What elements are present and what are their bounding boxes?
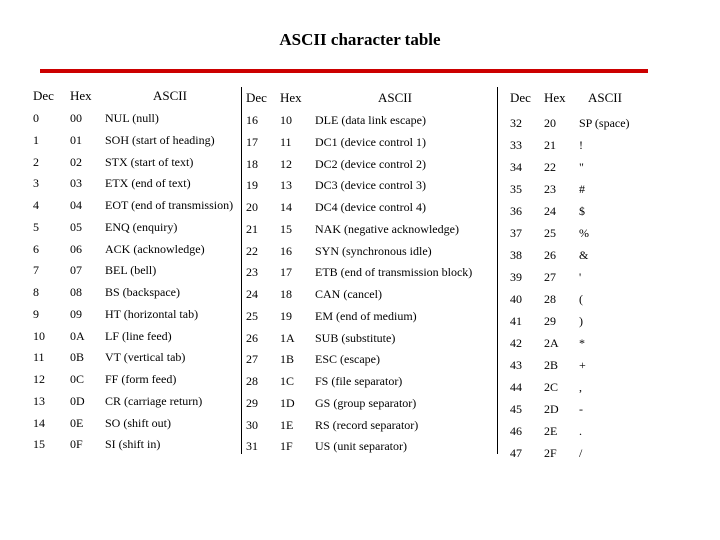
cell-ascii: GS (group separator) bbox=[315, 396, 417, 410]
cell-hex: 04 bbox=[70, 198, 82, 212]
header-hex: Hex bbox=[70, 88, 92, 103]
cell-hex: 17 bbox=[280, 265, 292, 279]
cell-ascii: ETB (end of transmission block) bbox=[315, 265, 473, 279]
cell-ascii: ( bbox=[579, 292, 583, 306]
cell-ascii: VT (vertical tab) bbox=[105, 350, 186, 364]
cell-hex: 2E bbox=[544, 424, 558, 438]
cell-hex: 22 bbox=[544, 160, 556, 174]
cell-ascii: ACK (acknowledge) bbox=[105, 242, 205, 256]
cell-hex: 26 bbox=[544, 248, 556, 262]
cell-dec: 19 bbox=[246, 178, 258, 192]
cell-dec: 16 bbox=[246, 113, 258, 127]
cell-hex: 24 bbox=[544, 204, 556, 218]
header-dec: Dec bbox=[246, 90, 267, 105]
cell-hex: 0B bbox=[70, 350, 85, 364]
cell-ascii: DC3 (device control 3) bbox=[315, 178, 426, 192]
cell-ascii: $ bbox=[579, 204, 585, 218]
cell-ascii: + bbox=[579, 358, 586, 372]
cell-hex: 2C bbox=[544, 380, 559, 394]
cell-dec: 33 bbox=[510, 138, 522, 152]
cell-hex: 12 bbox=[280, 157, 292, 171]
cell-dec: 30 bbox=[246, 418, 258, 432]
cell-dec: 43 bbox=[510, 358, 522, 372]
cell-hex: 1F bbox=[280, 439, 293, 453]
cell-dec: 1 bbox=[33, 133, 39, 147]
cell-hex: 2D bbox=[544, 402, 559, 416]
header-ascii: ASCII bbox=[378, 90, 412, 105]
cell-ascii: " bbox=[579, 160, 584, 174]
cell-dec: 37 bbox=[510, 226, 522, 240]
cell-hex: 28 bbox=[544, 292, 556, 306]
cell-dec: 20 bbox=[246, 200, 258, 214]
cell-ascii: BS (backspace) bbox=[105, 285, 180, 299]
cell-dec: 32 bbox=[510, 116, 522, 130]
cell-hex: 0A bbox=[70, 329, 85, 343]
cell-ascii: RS (record separator) bbox=[315, 418, 419, 432]
cell-ascii: FS (file separator) bbox=[315, 374, 403, 388]
cell-ascii: CAN (cancel) bbox=[315, 287, 382, 301]
cell-ascii: & bbox=[579, 248, 589, 262]
cell-ascii: , bbox=[579, 380, 582, 394]
cell-hex: 00 bbox=[70, 111, 82, 125]
cell-ascii: ! bbox=[579, 138, 583, 152]
cell-dec: 24 bbox=[246, 287, 258, 301]
cell-hex: 16 bbox=[280, 244, 292, 258]
cell-hex: 15 bbox=[280, 222, 292, 236]
cell-hex: 0C bbox=[70, 372, 85, 386]
cell-ascii: SUB (substitute) bbox=[315, 331, 396, 345]
cell-hex: 1D bbox=[280, 396, 295, 410]
cell-dec: 45 bbox=[510, 402, 522, 416]
cell-dec: 3 bbox=[33, 176, 39, 190]
cell-ascii: ETX (end of text) bbox=[105, 176, 191, 190]
cell-dec: 14 bbox=[33, 416, 45, 430]
cell-dec: 47 bbox=[510, 446, 522, 460]
cell-ascii: EM (end of medium) bbox=[315, 309, 417, 323]
header-ascii: ASCII bbox=[588, 90, 622, 105]
header-hex: Hex bbox=[544, 90, 566, 105]
cell-hex: 11 bbox=[280, 135, 292, 149]
cell-ascii: HT (horizontal tab) bbox=[105, 307, 199, 321]
cell-ascii: US (unit separator) bbox=[315, 439, 407, 453]
cell-ascii: - bbox=[579, 402, 583, 416]
cell-dec: 4 bbox=[33, 198, 39, 212]
cell-ascii: DC1 (device control 1) bbox=[315, 135, 426, 149]
cell-ascii: SI (shift in) bbox=[105, 437, 161, 451]
cell-ascii: # bbox=[579, 182, 585, 196]
cell-dec: 8 bbox=[33, 285, 39, 299]
cell-ascii: SOH (start of heading) bbox=[105, 133, 215, 147]
cell-dec: 31 bbox=[246, 439, 258, 453]
cell-ascii: NUL (null) bbox=[105, 111, 159, 125]
cell-ascii: * bbox=[579, 336, 585, 350]
cell-dec: 21 bbox=[246, 222, 258, 236]
cell-dec: 28 bbox=[246, 374, 258, 388]
cell-dec: 11 bbox=[33, 350, 45, 364]
cell-hex: 1A bbox=[280, 331, 295, 345]
cell-dec: 5 bbox=[33, 220, 39, 234]
cell-dec: 41 bbox=[510, 314, 522, 328]
cell-hex: 07 bbox=[70, 263, 82, 277]
cell-dec: 26 bbox=[246, 331, 258, 345]
cell-ascii: DC4 (device control 4) bbox=[315, 200, 426, 214]
cell-hex: 03 bbox=[70, 176, 82, 190]
cell-hex: 02 bbox=[70, 155, 82, 169]
cell-hex: 20 bbox=[544, 116, 556, 130]
header-ascii: ASCII bbox=[153, 88, 187, 103]
header-dec: Dec bbox=[33, 88, 54, 103]
cell-hex: 27 bbox=[544, 270, 556, 284]
cell-dec: 25 bbox=[246, 309, 258, 323]
cell-hex: 2B bbox=[544, 358, 559, 372]
cell-hex: 1B bbox=[280, 352, 295, 366]
cell-dec: 23 bbox=[246, 265, 258, 279]
cell-ascii: . bbox=[579, 424, 582, 438]
cell-hex: 06 bbox=[70, 242, 82, 256]
cell-hex: 08 bbox=[70, 285, 82, 299]
cell-hex: 2A bbox=[544, 336, 559, 350]
cell-ascii: NAK (negative acknowledge) bbox=[315, 222, 459, 236]
cell-hex: 0F bbox=[70, 437, 83, 451]
cell-hex: 1E bbox=[280, 418, 294, 432]
cell-ascii: / bbox=[579, 446, 583, 460]
cell-dec: 46 bbox=[510, 424, 522, 438]
cell-dec: 42 bbox=[510, 336, 522, 350]
cell-dec: 39 bbox=[510, 270, 522, 284]
cell-hex: 0D bbox=[70, 394, 85, 408]
cell-hex: 18 bbox=[280, 287, 292, 301]
cell-hex: 13 bbox=[280, 178, 292, 192]
cell-dec: 35 bbox=[510, 182, 522, 196]
cell-ascii: FF (form feed) bbox=[105, 372, 177, 386]
cell-hex: 2F bbox=[544, 446, 557, 460]
cell-hex: 25 bbox=[544, 226, 556, 240]
cell-dec: 40 bbox=[510, 292, 522, 306]
cell-dec: 0 bbox=[33, 111, 39, 125]
cell-ascii: % bbox=[579, 226, 589, 240]
cell-ascii: EOT (end of transmission) bbox=[105, 198, 234, 212]
cell-dec: 34 bbox=[510, 160, 522, 174]
cell-dec: 9 bbox=[33, 307, 39, 321]
cell-dec: 36 bbox=[510, 204, 522, 218]
cell-ascii: ' bbox=[579, 270, 582, 284]
cell-hex: 29 bbox=[544, 314, 556, 328]
cell-dec: 15 bbox=[33, 437, 45, 451]
cell-dec: 2 bbox=[33, 155, 39, 169]
header-hex: Hex bbox=[280, 90, 302, 105]
cell-hex: 14 bbox=[280, 200, 292, 214]
cell-dec: 12 bbox=[33, 372, 45, 386]
cell-hex: 0E bbox=[70, 416, 84, 430]
cell-hex: 21 bbox=[544, 138, 556, 152]
cell-hex: 1C bbox=[280, 374, 295, 388]
cell-dec: 38 bbox=[510, 248, 522, 262]
cell-dec: 10 bbox=[33, 329, 45, 343]
cell-dec: 6 bbox=[33, 242, 39, 256]
cell-hex: 19 bbox=[280, 309, 292, 323]
column-divider bbox=[241, 87, 242, 454]
header-dec: Dec bbox=[510, 90, 531, 105]
cell-ascii: LF (line feed) bbox=[105, 329, 172, 343]
cell-ascii: BEL (bell) bbox=[105, 263, 157, 277]
cell-ascii: ) bbox=[579, 314, 583, 328]
cell-hex: 09 bbox=[70, 307, 82, 321]
page-title: ASCII character table bbox=[279, 30, 441, 49]
cell-ascii: CR (carriage return) bbox=[105, 394, 203, 408]
cell-dec: 44 bbox=[510, 380, 522, 394]
cell-ascii: DC2 (device control 2) bbox=[315, 157, 426, 171]
cell-ascii: ENQ (enquiry) bbox=[105, 220, 178, 234]
cell-hex: 05 bbox=[70, 220, 82, 234]
column-divider bbox=[497, 87, 498, 454]
cell-dec: 22 bbox=[246, 244, 258, 258]
cell-ascii: SYN (synchronous idle) bbox=[315, 244, 432, 258]
cell-dec: 17 bbox=[246, 135, 258, 149]
cell-dec: 13 bbox=[33, 394, 45, 408]
cell-hex: 23 bbox=[544, 182, 556, 196]
cell-dec: 7 bbox=[33, 263, 39, 277]
cell-ascii: ESC (escape) bbox=[315, 352, 380, 366]
cell-hex: 10 bbox=[280, 113, 292, 127]
cell-ascii: STX (start of text) bbox=[105, 155, 194, 169]
cell-dec: 18 bbox=[246, 157, 258, 171]
cell-hex: 01 bbox=[70, 133, 82, 147]
title-underline bbox=[40, 69, 648, 73]
cell-dec: 27 bbox=[246, 352, 258, 366]
cell-ascii: DLE (data link escape) bbox=[315, 113, 426, 127]
cell-ascii: SO (shift out) bbox=[105, 416, 171, 430]
cell-ascii: SP (space) bbox=[579, 116, 630, 130]
cell-dec: 29 bbox=[246, 396, 258, 410]
